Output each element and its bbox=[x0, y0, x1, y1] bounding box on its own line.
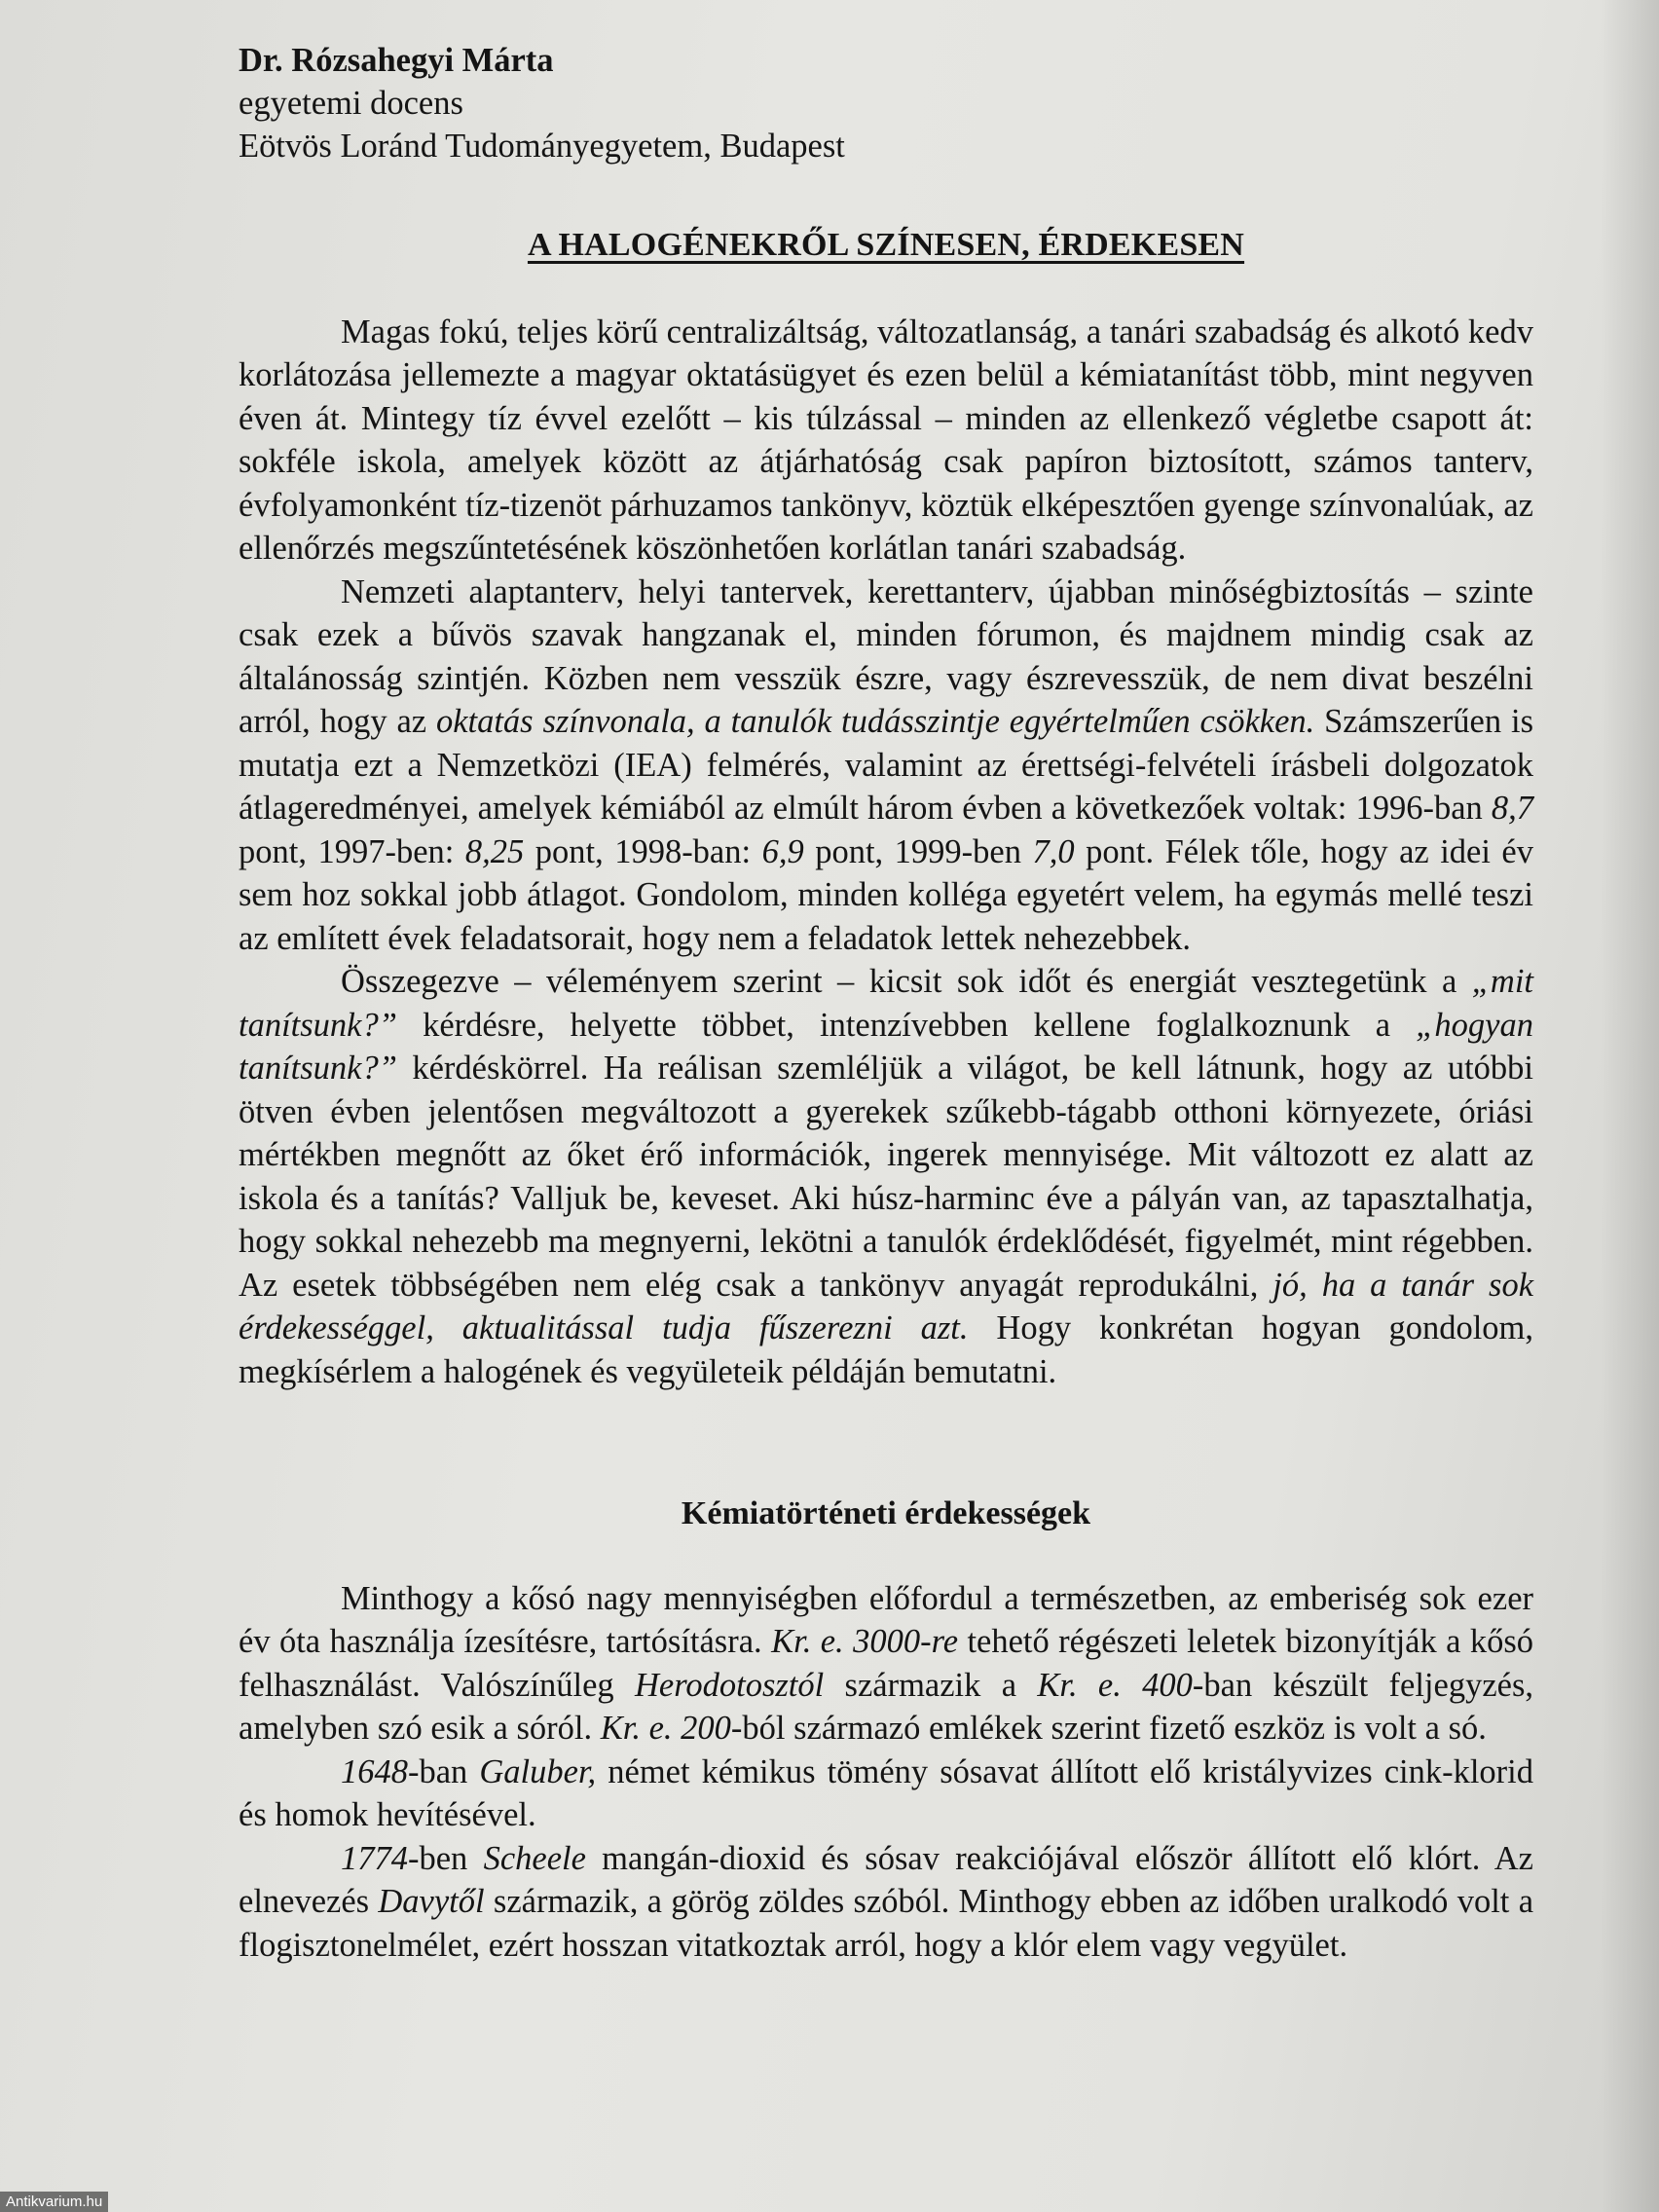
intro-paragraph-2 bbox=[239, 571, 1533, 961]
author-block bbox=[239, 39, 1533, 167]
watermark-label: Antikvarium.hu bbox=[0, 2192, 108, 2212]
text-run: -ban bbox=[408, 1752, 480, 1790]
document-body bbox=[239, 39, 1533, 1967]
year-text: 1774 bbox=[341, 1839, 408, 1877]
person-name: Galuber, bbox=[479, 1752, 597, 1790]
text-run: Hogy konkrétan hogyan gondolom, megkísérlem a halogének és vegyületeik példáján bemutatni. bbox=[239, 1309, 1533, 1390]
text-run: kérdésre, helyette többet, intenzívebben kellene foglalkoznunk a bbox=[396, 1006, 1417, 1044]
author-institution: Eötvös Loránd Tudományegyetem, Budapest bbox=[239, 128, 845, 165]
date-text: Kr. e. 400- bbox=[1037, 1666, 1204, 1704]
date-text: Kr. e. 3000-re bbox=[771, 1623, 959, 1660]
author-position: egyetemi docens bbox=[239, 85, 463, 122]
score-1997: 8,25 bbox=[464, 832, 525, 870]
section-paragraph-3 bbox=[239, 1837, 1533, 1968]
text-run: Számszerűen is mutatja ezt a Nemzetközi (IEA) felmérés, valamint az érettségi-felvételi írásbeli dolgozatok átlageredményei, amelyek kémiából az elmúlt három évben a következőek voltak: 1996-ban bbox=[239, 703, 1533, 827]
emphasis-text: jó, ha a tanár sok érdekességgel, aktualitással tudja fűszerezni azt. bbox=[239, 1266, 1534, 1346]
person-name: Davytől bbox=[378, 1883, 485, 1920]
intro-paragraph-1: Magas fokú, teljes körű centralizáltság, változatlanság, a tanári szabadság és alkotó kedv korlátozása jellemezte a magyar oktatásügyet és ezen belül a kémiatanítást több, mint negyven éven át. Mintegy tíz évvel ezelőtt – kis túlzással – minden az ellenkező végletbe csapott át: sokféle iskola, amelyek között az átjárhatóság csak papíron biztosított, számos tanterv, évfolyamonként tíz-tizenöt párhuzamos tankönyv, köztük elképesztően gyenge színvonalúak, az ellenőrzés megszűntetésének köszönhetően korlátlan tanári szabadság. bbox=[239, 313, 1533, 567]
text-run: tehető régészeti leletek bizonyítják a kősó felhasználást. Valószínűleg bbox=[239, 1623, 1534, 1704]
score-1996: 8,7 bbox=[1491, 790, 1533, 827]
text-run: pont, 1998-ban: bbox=[524, 832, 762, 870]
text-run: Összegezve – véleményem szerint – kicsit sok időt és energiát vesztegetünk a bbox=[341, 963, 1472, 1000]
text-run: pont, 1999-ben bbox=[803, 832, 1033, 870]
text-run: ban készült feljegyzés, amelyben szó esik a sóról. bbox=[239, 1666, 1533, 1747]
emphasis-text: oktatás színvonala, a tanulók tudásszintje egyértelműen csökken. bbox=[435, 703, 1315, 740]
text-run: pont, 1997-ben: bbox=[239, 832, 465, 870]
section-paragraph-1 bbox=[239, 1577, 1533, 1751]
person-name: Scheele bbox=[483, 1839, 586, 1877]
text-run: Nemzeti alaptanterv, helyi tantervek, kerettanterv, újabban minőségbiztosítás – szinte csak ezek a bűvös szavak hangzanak el, minden fórumon, és majdnem mindig csak az általánosság szintjén. Közben nem vesszük észre, vagy észrevesszük, de nem divat beszélni arról, hogy az bbox=[239, 572, 1533, 740]
text-run: Minthogy a kősó nagy mennyiségben előfordul a természetben, az emberiség sok ezer év óta használja ízesítésre, tartósításra. bbox=[239, 1579, 1533, 1660]
year-text: 1648 bbox=[341, 1752, 408, 1790]
text-run: származik a bbox=[824, 1666, 1038, 1704]
text-run: pont. Félek tőle, hogy az idei év sem hoz sokkal jobb átlagot. Gondolom, minden kolléga egyetért velem, ha egymás mellé teszi az említett évek feladatsorait, hogy nem a feladatok lettek nehezebbek. bbox=[239, 832, 1533, 957]
quote-what-to-teach: „mit tanítsunk?” bbox=[239, 963, 1533, 1044]
date-text: Kr. e. 200 bbox=[600, 1710, 731, 1747]
quote-how-to-teach: „hogyan tanítsunk?” bbox=[239, 1006, 1533, 1087]
text-run: német kémikus tömény sósavat állított elő kristályvizes cink-klorid és homok hevítésével. bbox=[239, 1752, 1533, 1833]
author-name: Dr. Rózsahegyi Márta bbox=[239, 42, 554, 79]
score-1998: 6,9 bbox=[761, 832, 804, 870]
section-paragraph-2 bbox=[239, 1751, 1533, 1837]
person-name: Herodotosztól bbox=[635, 1666, 825, 1704]
text-run: származik, a görög zöldes szóból. Minthogy ebben az időben uralkodó volt a flogisztonelmélet, ezért hosszan vitatkoztak arról, hogy a klór elem vagy vegyület. bbox=[239, 1883, 1534, 1964]
document-title: A HALOGÉNEKRŐL SZÍNESEN, ÉRDEKESEN bbox=[527, 227, 1245, 263]
text-run: kérdéskörrel. Ha reálisan szemléljük a világot, be kell látnunk, hogy az utóbbi ötven évben jelentősen megváltozott a gyerekek szűkebb-tágabb otthoni környezete, óriási mértékben megnőtt az őket érő információk, ingerek mennyisége. Mit változott ez alatt az iskola és a tanítás? Valljuk be, keveset. Aki húsz-harminc éve a pályán van, az tapasztalhatja, hogy sokkal nehezebb ma megnyerni, lekötni a tanulók érdeklődését, figyelmét, mint régebben. Az esetek többségében nem elég csak a tankönyv anyagát reprodukálni, bbox=[239, 1050, 1533, 1304]
intro-paragraph-3 bbox=[239, 960, 1533, 1393]
section-heading: Kémiatörténeti érdekességek bbox=[681, 1495, 1091, 1531]
text-run: -ben bbox=[408, 1839, 484, 1877]
text-run: mangán-dioxid és sósav reakciójával először állított elő klórt. Az elnevezés bbox=[239, 1839, 1533, 1920]
text-run: -ból származó emlékek szerint fizető eszköz is volt a só. bbox=[730, 1710, 1487, 1747]
score-1999: 7,0 bbox=[1032, 832, 1075, 870]
page-edge-shadow bbox=[1601, 0, 1659, 2212]
